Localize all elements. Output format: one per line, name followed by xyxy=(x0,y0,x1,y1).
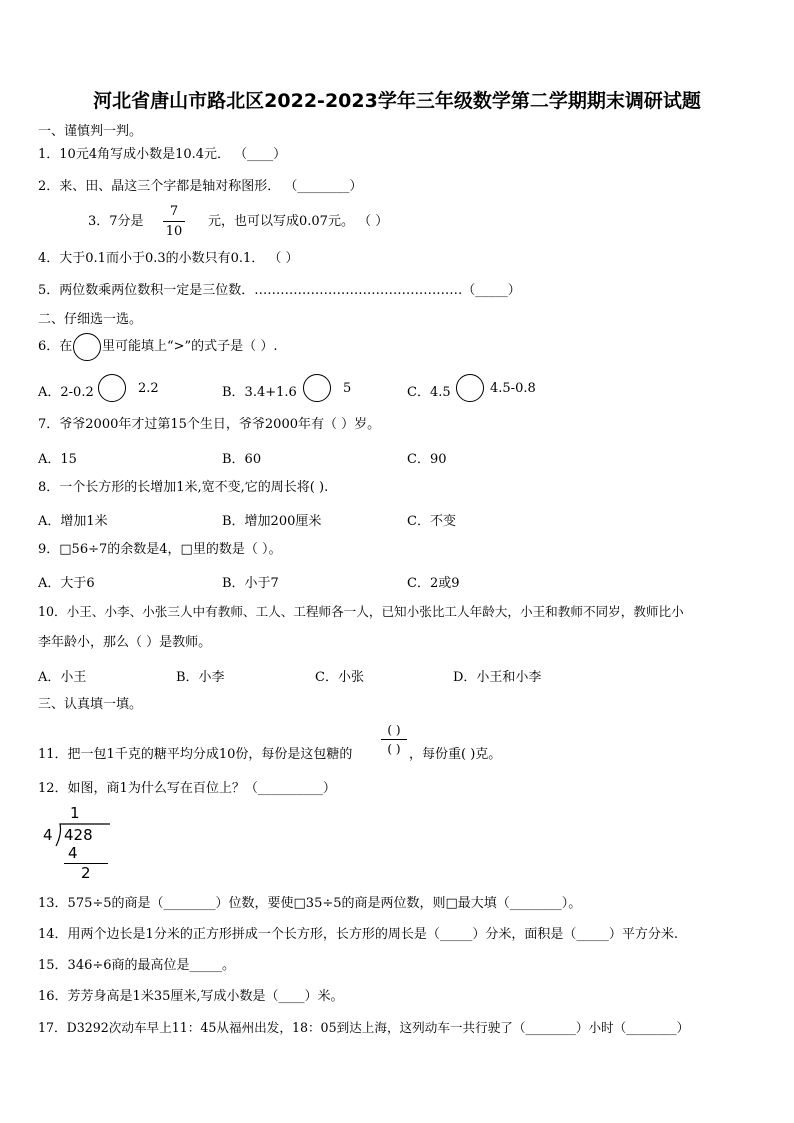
q9-option-b: B．小于7 xyxy=(222,576,279,591)
q10-option-b: B．小李 xyxy=(176,670,225,685)
question-5: 5．两位数乘两位数积一定是三位数．…………………………………………（_____） xyxy=(38,283,521,298)
division-quotient: 1 xyxy=(70,804,80,822)
question-1: 1．10元4角写成小数是10.4元． （____） xyxy=(38,147,287,162)
q6-option-a-right: 2.2 xyxy=(138,381,159,396)
fraction-bar xyxy=(381,739,407,740)
q8-option-a: A．增加1米 xyxy=(38,514,108,529)
q6-option-b-circle xyxy=(303,374,331,402)
question-3-suffix: 元，也可以写成0.07元。 （ ） xyxy=(208,214,389,229)
question-2: 2．来、田、晶这三个字都是轴对称图形． （________） xyxy=(38,179,363,194)
question-4: 4．大于0.1而小于0.3的小数只有0.1． （ ） xyxy=(38,251,299,266)
fraction-bar xyxy=(163,221,185,222)
q8-option-b: B．增加200厘米 xyxy=(222,514,322,529)
compare-circle xyxy=(73,333,101,361)
q10-option-a: A．小王 xyxy=(38,670,87,685)
question-11-suffix: ，每份重( )克。 xyxy=(409,747,502,762)
question-16: 16．芳芳身高是1米35厘米,写成小数是（____）米。 xyxy=(38,989,344,1004)
question-11-fraction xyxy=(381,723,407,756)
q8-option-c: C．不变 xyxy=(407,514,456,529)
q6-option-b-right: 5 xyxy=(343,381,352,396)
question-3-prefix: 3．7分是 xyxy=(88,214,144,229)
fraction-numerator: 7 xyxy=(169,204,179,219)
q6-option-c-left: C．4.5 xyxy=(407,385,451,400)
division-divisor: 4 xyxy=(43,826,53,844)
long-division-figure xyxy=(40,802,120,882)
q9-option-c: C．2或9 xyxy=(407,576,460,591)
page-title: 河北省唐山市路北区2022-2023学年三年级数学第二学期期末调研试题 xyxy=(93,90,701,112)
question-11-prefix: 11．把一包1千克的糖平均分成10份，每份是这包糖的 xyxy=(38,747,353,762)
q6-option-c-right: 4.5-0.8 xyxy=(490,381,536,396)
q10-option-d: D．小王和小李 xyxy=(453,670,542,685)
question-8: 8．一个长方形的长增加1米,宽不变,它的周长将( ). xyxy=(38,480,329,495)
question-15: 15．346÷6商的最高位是_____。 xyxy=(38,958,236,973)
division-dividend: 428 xyxy=(64,826,93,844)
q7-option-a: A．15 xyxy=(38,452,77,467)
question-7: 7．爷爷2000年才过第15个生日，爷爷2000年有（ ）岁。 xyxy=(38,417,381,432)
q9-option-a: A．大于6 xyxy=(38,576,95,591)
fraction-denominator: 10 xyxy=(165,224,183,239)
section-3-heading: 三、认真填一填。 xyxy=(38,697,143,712)
q6-option-b-left: B．3.4+1.6 xyxy=(222,385,297,400)
section-2-heading: 二、仔细选一选。 xyxy=(38,312,143,327)
question-10-line-2: 李年龄小，那么（ ）是教师。 xyxy=(38,635,212,650)
division-remainder: 2 xyxy=(81,864,91,882)
question-6-suffix: 里可能填上“>”的式子是（ ）. xyxy=(102,339,278,354)
question-13: 13．575÷5的商是（________）位数，要使□35÷5的商是两位数，则□最大填（________）。 xyxy=(38,896,582,911)
question-14: 14．用两个边长是1分米的正方形拼成一个长方形，长方形的周长是（_____）分米，面积是（_____）平方分米. xyxy=(38,927,678,942)
q6-option-a-left: A．2-0.2 xyxy=(38,385,94,400)
question-3-fraction xyxy=(163,204,185,239)
question-17: 17．D3292次动车早上11：45从福州出发，18：05到达上海，这列动车一共行驶了（________）小时（________） xyxy=(38,1020,690,1035)
q10-option-c: C．小张 xyxy=(315,670,364,685)
q7-option-c: C．90 xyxy=(407,452,447,467)
q7-option-b: B．60 xyxy=(222,452,262,467)
question-6-prefix: 6．在 xyxy=(38,339,73,354)
question-12: 12．如图，商1为什么写在百位上？（__________） xyxy=(38,781,336,796)
question-10-line-1: 10．小王、小李、小张三人中有教师、工人、工程师各一人，已知小张比工人年龄大，小王和教师不同岁，教师比小 xyxy=(38,604,684,619)
question-9: 9．□56÷7的余数是4，□里的数是（ ）。 xyxy=(38,542,282,557)
q6-option-c-circle xyxy=(456,374,484,402)
q6-option-a-circle xyxy=(98,374,126,402)
division-product: 4 xyxy=(68,844,78,862)
fraction-numerator: ( ) xyxy=(387,723,401,737)
fraction-denominator: ( ) xyxy=(387,742,401,756)
section-1-heading: 一、谨慎判一判。 xyxy=(38,124,143,139)
